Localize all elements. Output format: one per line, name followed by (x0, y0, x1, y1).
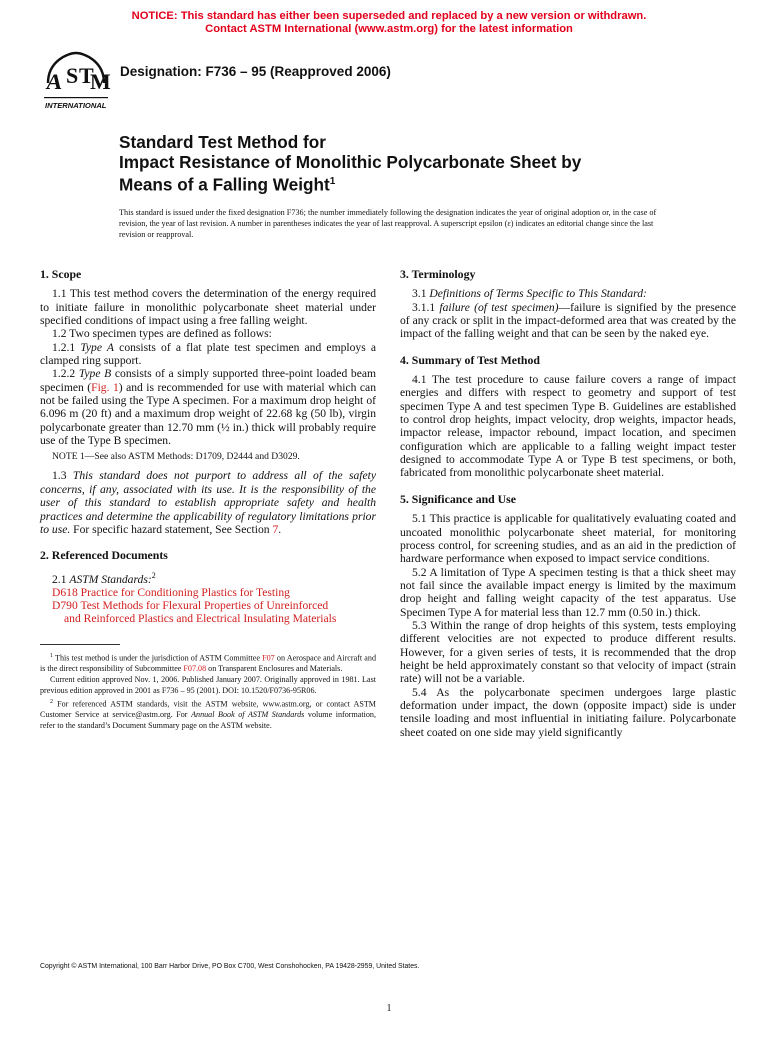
title-line-3: Means of a Falling Weight$^1$ (119, 174, 336, 195)
footnote-1-edition: Current edition approved Nov. 1, 2006. Published January 2007. Originally approved in 1981. Last previous edition approved in 2001 as F736 – 95 (2001). DOI: 10.1520/F0736-95R06. (40, 675, 376, 695)
f07-08-link[interactable]: F07.08 (183, 663, 207, 673)
notice-line-1: NOTICE: This standard has either been superseded and replaced by a new version or withdrawn. (131, 10, 647, 22)
logo-text: INTERNATIONAL (45, 101, 107, 110)
title-line-2: Impact Resistance of Monolithic Polycarbonate Sheet by (119, 151, 582, 172)
document-title (119, 133, 679, 195)
ref-d790[interactable]: D790 Test Methods for Flexural Properties of Unreinforced (52, 599, 329, 613)
para-2-1: 2.1 ASTM Standards:$^2$ (52, 570, 156, 586)
right-column (400, 268, 736, 739)
para-1-2-1: 1.2.1 Type A consists of a flat plate test specimen and employs a clamped ring support. (40, 340, 376, 368)
copyright-footer: Copyright © ASTM International, 100 Barr Harbor Drive, PO Box C700, West Conshohocken, PA 19428-2959, United States. (40, 963, 420, 970)
para-5-4: 5.4 As the polycarbonate specimen undergoes large plastic deformation under impact, the down (opposite impact) side is under tensile loading and most influential in initiating failure. Polycarbonate sheet coated on one side may yield significantly (400, 685, 736, 739)
title-footnote-mark: 1 (329, 176, 336, 187)
svg-text:A: A (44, 69, 65, 94)
notice-line-2: Contact ASTM International (www.astm.org) for the latest information (205, 23, 573, 35)
f07-link[interactable]: F07 (262, 653, 275, 663)
referenced-documents-heading: 2. Referenced Documents (40, 548, 168, 563)
footnote-1: $^1$ This test method is under the jurisdiction of ASTM Committee F07 on Aerospace and Aircraft and is the direct responsibility of Subcommittee F07.08 on Transparent Enclosures and Materials. (40, 652, 376, 673)
astm-logo-icon (40, 49, 112, 111)
fig-1-link[interactable]: Fig. 1 (91, 380, 119, 394)
issue-statement: This standard is issued under the fixed designation F736; the number immediately following the designation indicates the year of original adoption or, in the case of revision, the year of last revision. A number in parentheses indicates the year of last reapproval. A superscript epsilon (ε) indicates an editorial change since the last revision or reapproval. (119, 208, 657, 239)
left-column (40, 268, 376, 732)
significance-heading: 5. Significance and Use (400, 491, 517, 506)
ref-d618[interactable]: D618 Practice for Conditioning Plastics for Testing (52, 585, 290, 599)
footnote-rule (40, 644, 120, 645)
ref-d790-cont[interactable]: and Reinforced Plastics and Electrical Insulating Materials (64, 612, 337, 626)
para-1-1: 1.1 This test method covers the determination of the energy required to initiate failure in monolithic polycarbonate sheet material under specified conditions of impact using a free falling weight. (40, 287, 376, 328)
summary-heading: 4. Summary of Test Method (400, 352, 540, 367)
svg-text:S: S (66, 63, 79, 88)
svg-text:T: T (79, 63, 94, 88)
title-line-1: Standard Test Method for (119, 132, 326, 152)
para-1-2-2: 1.2.2 Type B consists of a simply supported three-point loaded beam specimen (Fig. 1) and is recommended for use with material which can not be failed using the Type A specimen. For a maximum drop height of 6.096 m (20 ft) and a maximum drop weight of 22.68 kg (50 lb), virgin polycarbonate greater than 12.70 mm (½ in.) thick will probably require use of the Type B specimen. (40, 367, 377, 448)
para-1-3: 1.3 This standard does not purport to address all of the safety concerns, if any, associated with its use. It is the responsibility of the user of this standard to establish appropriate safety and health practices and determine the applicability of regulatory limitations prior to use. For specific hazard statement, See Section 7. (40, 469, 377, 536)
terminology-heading: 3. Terminology (400, 267, 476, 281)
note-1: NOTE 1—See also ASTM Methods: D1709, D2444 and D3029. (52, 451, 300, 463)
para-4-1: 4.1 The test procedure to cause failure covers a range of impact energies and differs with respect to geometry and support of test specimen Type A and test specimen Type B. Guidelines are established to control drop heights, impact velocity, drop weights, impactor heads, impactor release, impactor rebound, impact location, and specimen configuration which are applicable to a falling weight impact tester designed to accommodate Type A or Type B test specimens, or both, fabricated from monolithic polycarbonate sheet material. (400, 373, 736, 480)
page-number: 1 (386, 1003, 392, 1014)
para-5-3: 5.3 Within the range of drop heights of this system, tests employing different velocities are not expected to produce different results. However, for a given series of tests, it is recommended that the drop height be held approximately constant so that velocity of impact (strain rate) will not be a variable. (400, 618, 736, 686)
section-7-link[interactable]: 7 (272, 522, 279, 536)
para-3-1: 3.1 Definitions of Terms Specific to This Standard: (412, 287, 647, 301)
svg-text:M: M (90, 69, 111, 94)
designation: Designation: F736 – 95 (Reapproved 2006) (120, 64, 391, 79)
para-1-2: 1.2 Two specimen types are defined as follows: (52, 327, 272, 341)
footnote-2: $^2$ For referenced ASTM standards, visit the ASTM website, www.astm.org, or contact ASTM Customer Service at service@astm.org. For Annual Book of ASTM Standards volume information, refer to the standard’s Document Summary page on the ASTM website. (40, 699, 376, 730)
para-5-1: 5.1 This practice is applicable for qualitatively evaluating coated and uncoated monolithic polycarbonate sheet material, for monitoring process control, for screening studies, and as an aid in the prediction of hardware performance when exposed to impact service conditions. (400, 512, 736, 566)
scope-heading: 1. Scope (40, 267, 82, 281)
para-3-1-1: 3.1.1 failure (of test specimen)—failure is signified by the presence of any crack or split in the impact-deformed area that was created by the impact of the falling weight and that can be seen by the naked eye. (400, 300, 737, 341)
withdrawal-notice (0, 10, 778, 36)
para-5-2: 5.2 A limitation of Type A specimen testing is that a thick sheet may not fail since the available impact energy is limited by the maximum drop height and falling weight capacity of the test apparatus. Use Specimen Type A for material less than 12.7 mm (0.50 in.) thick. (400, 565, 736, 619)
